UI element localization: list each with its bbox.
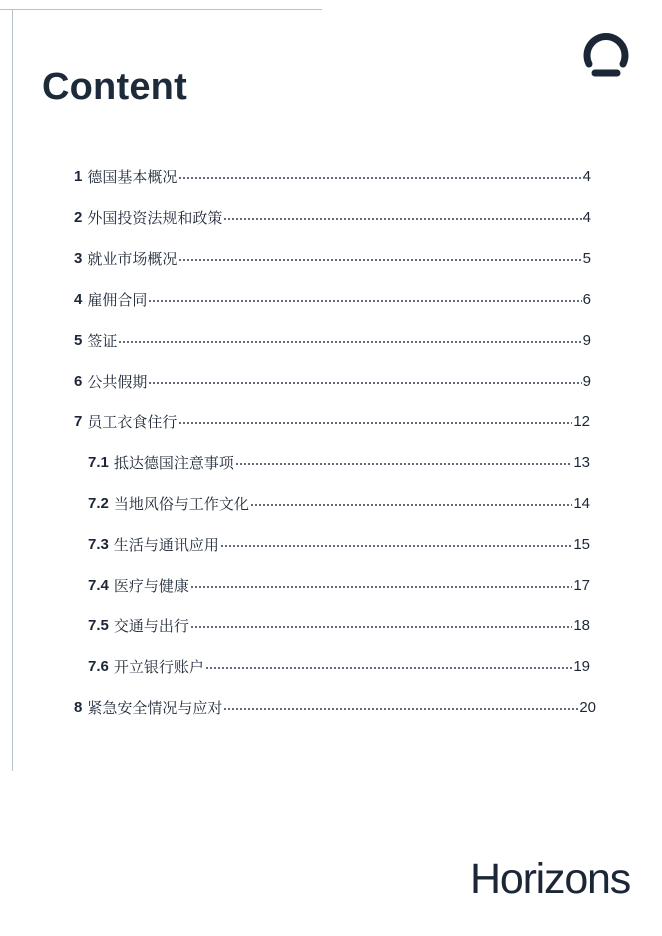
- toc-entry[interactable]: [74, 370, 591, 392]
- toc-dot-leader: [220, 543, 572, 549]
- toc-entry-title: 雇佣合同: [87, 290, 148, 309]
- toc-entry[interactable]: [74, 206, 591, 228]
- toc-entry-title: 开立银行账户: [113, 657, 204, 676]
- toc-entry-page-number: 17: [573, 576, 590, 594]
- page-title: Content: [42, 66, 187, 108]
- toc-entry-page-number: 15: [573, 535, 590, 553]
- toc-entry-number: 7.3: [88, 535, 109, 553]
- toc-entry[interactable]: [74, 165, 591, 187]
- toc-entry-number: 7.2: [88, 494, 109, 512]
- toc-entry[interactable]: [74, 410, 590, 432]
- toc-dot-leader: [178, 175, 581, 181]
- toc-entry-number: 7: [74, 412, 83, 430]
- toc-entry[interactable]: [74, 329, 591, 351]
- toc-entry-title: 员工衣食住行: [87, 412, 178, 431]
- toc-dot-leader: [118, 339, 581, 345]
- toc-entry-page-number: 9: [582, 331, 591, 349]
- toc-entry[interactable]: [74, 288, 591, 310]
- toc-dot-leader: [178, 420, 572, 426]
- toc-entry-title: 当地风俗与工作文化: [113, 494, 249, 513]
- toc-entry-number: 7.4: [88, 576, 109, 594]
- toc-entry-title: 签证: [87, 331, 118, 350]
- toc-dot-leader: [148, 298, 581, 304]
- toc-entry-page-number: 13: [573, 453, 590, 471]
- toc-entry-number: 5: [74, 331, 83, 349]
- toc-entry-page-number: 9: [582, 372, 591, 390]
- toc-dot-leader: [235, 461, 572, 467]
- toc-entry-number: 7.5: [88, 616, 109, 634]
- toc-entry-title: 抵达德国注意事项: [113, 453, 234, 472]
- toc-dot-leader: [148, 380, 581, 386]
- left-margin-rule: [12, 9, 13, 771]
- toc-dot-leader: [190, 624, 572, 630]
- toc-dot-leader: [205, 665, 572, 671]
- toc-entry-number: 7.6: [88, 657, 109, 675]
- toc-entry-title: 生活与通讯应用: [113, 535, 219, 554]
- toc-entry-title: 德国基本概况: [87, 167, 178, 186]
- toc-entry[interactable]: [88, 614, 590, 636]
- top-rule: [0, 9, 322, 10]
- toc-entry-page-number: 4: [582, 208, 591, 226]
- toc-entry-title: 紧急安全情况与应对: [87, 698, 223, 717]
- toc-entry-title: 外国投资法规和政策: [87, 208, 223, 227]
- toc-dot-leader: [223, 216, 581, 222]
- toc-entry-number: 3: [74, 249, 83, 267]
- toc-entry[interactable]: [88, 492, 590, 514]
- toc-dot-leader: [190, 584, 572, 590]
- toc-entry-number: 2: [74, 208, 83, 226]
- toc-entry-number: 8: [74, 698, 83, 716]
- brand-wordmark: Horizons: [470, 855, 631, 903]
- toc-entry-page-number: 12: [573, 412, 590, 430]
- toc-entry-page-number: 19: [573, 657, 590, 675]
- toc-entry-title: 医疗与健康: [113, 576, 189, 595]
- toc-entry-title: 公共假期: [87, 372, 148, 391]
- toc-entry-number: 6: [74, 372, 83, 390]
- toc-dot-leader: [223, 706, 578, 712]
- toc-entry[interactable]: [74, 247, 591, 269]
- toc-entry-page-number: 14: [573, 494, 590, 512]
- toc-dot-leader: [250, 502, 572, 508]
- toc-entry-title: 交通与出行: [113, 616, 189, 635]
- toc-entry[interactable]: [88, 574, 590, 596]
- toc-entry-page-number: 6: [582, 290, 591, 308]
- toc-entry[interactable]: [88, 655, 590, 677]
- toc-entry-page-number: 18: [573, 616, 590, 634]
- toc-entry-page-number: 20: [579, 698, 596, 716]
- toc-entry[interactable]: [74, 696, 596, 718]
- toc-entry-page-number: 4: [582, 167, 591, 185]
- toc-entry[interactable]: [88, 451, 590, 473]
- toc-entry-page-number: 5: [582, 249, 591, 267]
- toc-entry-number: 4: [74, 290, 83, 308]
- brand-logo: [470, 851, 648, 903]
- toc-entry[interactable]: [88, 533, 590, 555]
- toc-dot-leader: [178, 257, 581, 263]
- toc-entry-number: 7.1: [88, 453, 109, 471]
- toc-entry-title: 就业市场概况: [87, 249, 178, 268]
- open-ring-logo-icon: [582, 33, 630, 81]
- toc-entry-number: 1: [74, 167, 83, 185]
